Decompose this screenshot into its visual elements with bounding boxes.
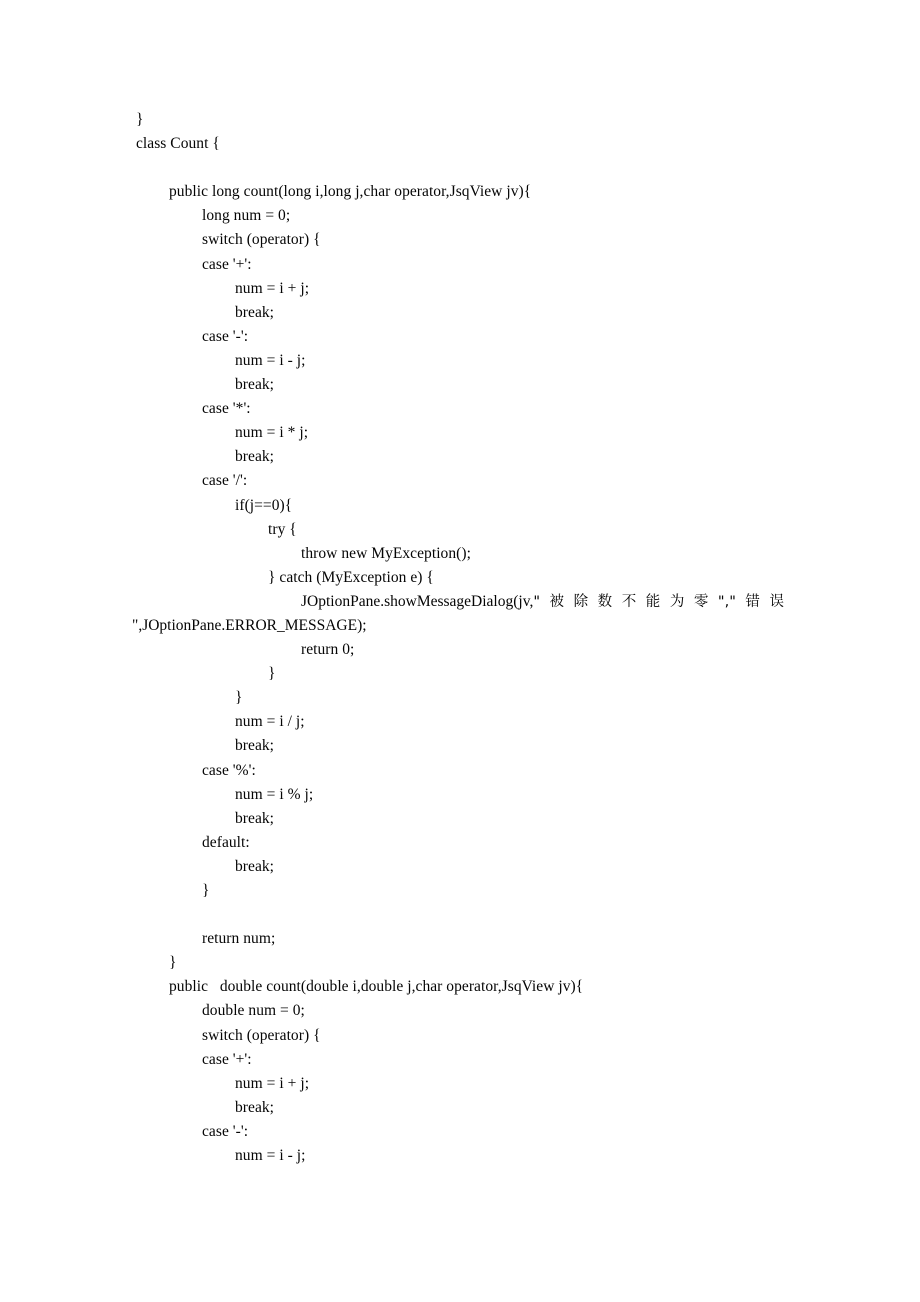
code-line: class Count { <box>136 135 220 153</box>
code-line: if(j==0){ <box>235 496 293 514</box>
code-segment-chinese-literal: "被除数不能为零","错误 <box>533 593 784 610</box>
code-line: break; <box>235 809 275 827</box>
code-line: break; <box>235 737 275 755</box>
code-line: num = i / j; <box>235 713 305 731</box>
code-line: case '/': <box>202 472 248 490</box>
code-line: num = i - j; <box>235 1147 306 1165</box>
code-line: num = i % j; <box>235 785 314 803</box>
code-line: num = i * j; <box>235 424 309 442</box>
code-line: return 0; <box>301 641 355 659</box>
code-line: default: <box>202 833 250 851</box>
code-lines-bottom <box>136 638 784 1168</box>
code-line: case '%': <box>202 761 256 779</box>
code-line: } <box>235 689 243 707</box>
code-segment-call: JOptionPane.showMessageDialog(jv, <box>301 592 534 610</box>
code-line: num = i + j; <box>235 279 310 297</box>
code-line: } <box>169 954 177 972</box>
code-line: public double count(double i,double j,char operator,JsqView jv){ <box>169 978 584 996</box>
code-line: return num; <box>202 930 276 948</box>
code-line: switch (operator) { <box>202 231 321 249</box>
code-line-justified <box>136 590 784 614</box>
code-line: break; <box>235 857 275 875</box>
code-line: case '+': <box>202 255 252 273</box>
code-line: } <box>202 882 210 899</box>
code-line: break; <box>235 448 275 466</box>
code-line: case '*': <box>202 400 251 418</box>
code-line: } <box>268 665 276 683</box>
code-line: break; <box>235 303 275 321</box>
code-line: double num = 0; <box>202 1002 305 1020</box>
code-line: public long count(long i,long j,char operator,JsqView jv){ <box>169 183 532 201</box>
code-line: } <box>136 111 144 128</box>
code-line: num = i - j; <box>235 351 306 369</box>
code-line: case '-': <box>202 1122 249 1140</box>
code-line-wrapped-continuation: ",JOptionPane.ERROR_MESSAGE); <box>132 616 367 634</box>
code-line: long num = 0; <box>202 207 291 225</box>
blank-line <box>136 903 784 927</box>
code-line: case '-': <box>202 327 249 345</box>
code-line: break; <box>235 1098 275 1116</box>
code-line: throw new MyException(); <box>301 544 471 562</box>
code-line: break; <box>235 376 275 394</box>
blank-line <box>136 156 784 180</box>
code-line: num = i + j; <box>235 1074 310 1092</box>
code-line: } catch (MyException e) { <box>268 568 434 586</box>
code-line: case '+': <box>202 1050 252 1068</box>
code-line: try { <box>268 520 297 538</box>
code-listing <box>132 108 784 1168</box>
code-line: switch (operator) { <box>202 1026 321 1044</box>
code-lines-top <box>136 108 784 590</box>
